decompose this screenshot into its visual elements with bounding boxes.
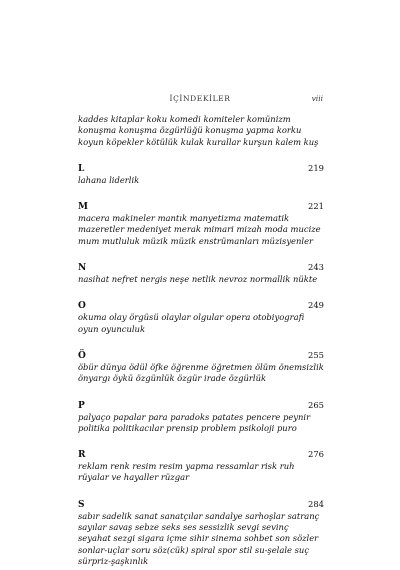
section-terms: nasihat nefret nergis neşe netlik nevroz normallik nükte bbox=[78, 274, 318, 285]
section-page-number: 265 bbox=[308, 399, 324, 410]
section-letter: R bbox=[78, 450, 86, 461]
section-terms: sabır sadelik sanat sanatçılar sandalye sarhoşlar satranç sayılar savaş sebze seks ses sessizlik sevgi sevinç seyahat sezgi sigara içme sihir sinema sohbet son sözler sonlar-uçlar soru söz(cük) spiral spor stil su-şelale suç sürpriz-şaşkınlık bbox=[78, 510, 320, 566]
section-terms: reklam renk resim resim yapma ressamlar risk ruh rüyalar ve hayaller rüzgar bbox=[78, 461, 295, 483]
section-page-number: 284 bbox=[308, 498, 324, 509]
index-content bbox=[78, 114, 324, 567]
section-page-number: 219 bbox=[308, 162, 324, 173]
section-terms: öbür dünya ödül öfke öğrenme öğretmen ölüm önemsizlik önyargı öykü özgünlük özgür irade özgürlük bbox=[78, 361, 324, 384]
section-terms: lahana liderlik bbox=[78, 174, 140, 185]
section-page-number: 221 bbox=[308, 201, 324, 212]
section-letter: S bbox=[78, 499, 85, 510]
section-letter: L bbox=[78, 163, 85, 174]
section-letter: Ö bbox=[78, 350, 86, 361]
section-letter: M bbox=[78, 202, 88, 213]
section-o-umlaut bbox=[78, 350, 324, 385]
header-page-number: viii bbox=[311, 94, 323, 103]
section-page-number: 249 bbox=[308, 300, 324, 311]
section-terms: palyaço papalar para paradoks patates pencere peynir politika politikacılar prensip problem psikoloji puro bbox=[78, 411, 311, 433]
section-page-number: 243 bbox=[308, 262, 324, 273]
section-p bbox=[78, 400, 324, 435]
section-l bbox=[78, 163, 324, 186]
section-o bbox=[78, 300, 324, 335]
section-n bbox=[78, 262, 324, 285]
section-m bbox=[78, 201, 324, 247]
section-letter: P bbox=[78, 400, 85, 411]
section-page-number: 276 bbox=[308, 449, 324, 460]
section-page-number: 255 bbox=[308, 349, 324, 360]
page-header bbox=[0, 94, 400, 108]
page-title: İÇİNDEKİLER bbox=[169, 94, 231, 103]
section-r bbox=[78, 449, 324, 484]
section-s bbox=[78, 499, 324, 567]
section-terms: okuma olay örgüsü olaylar olgular opera otobiyografi oyun oyunculuk bbox=[78, 312, 305, 334]
section-terms: macera makineler mantık manyetizma matematik mazeretler medeniyet merak mimari mizah moda mucize mum mutluluk müzik müzik enstrümanları müzisyenler bbox=[78, 213, 321, 246]
intro-terms: kaddes kitaplar koku komedi komiteler komünizm konuşma konuşma özgürlüğü konuşma yapma korku koyun köpekler kötülük kulak kurallar kurşun kalem kuş bbox=[78, 114, 319, 147]
section-letter: O bbox=[78, 301, 86, 312]
section-letter: N bbox=[78, 263, 87, 274]
